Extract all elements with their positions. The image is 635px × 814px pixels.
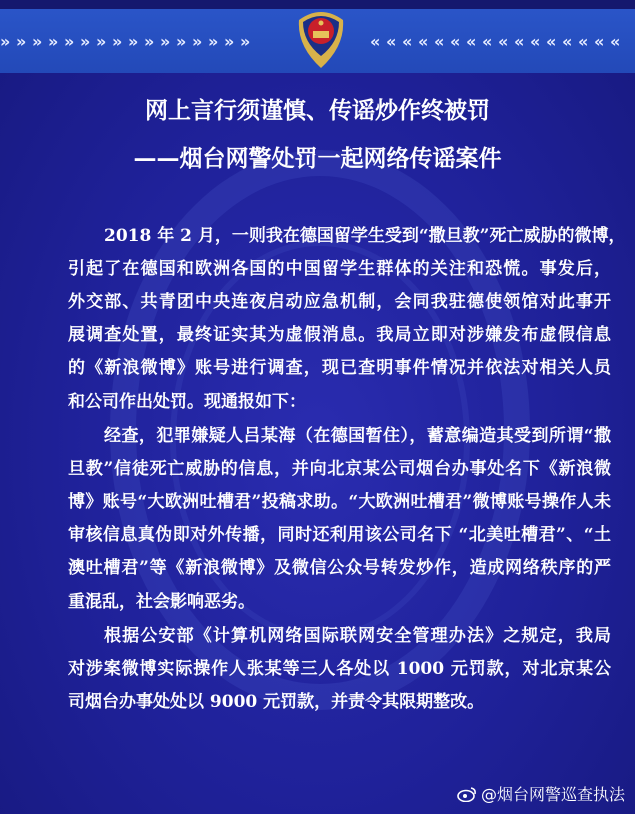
text-line: 澳吐槽君”等《新浪微博》及微信公众号转发炒作，造成网络秩序的严 [68,558,611,578]
weibo-watermark [457,782,625,805]
text-line: 展调查处置，最终证实其为虚假消息。我局立即对涉嫌发布虚假信息 [68,325,611,345]
weibo-icon [457,786,477,802]
text-line: 对涉案微博实际操作人张某等三人各处以 1000 元罚款，对北京某公 [68,659,611,679]
text-line: 和公司作出处罚。现通报如下： [68,392,306,412]
text-line: 司烟台办事处处以 9000 元罚款，并责令其限期整改。 [68,692,485,712]
text-line: 审核信息真伪即对外传播，同时还利用该公司名下 “北美吐槽君”、“土 [68,525,611,545]
text-line: 引起了在德国和欧洲各国的中国留学生群体的关注和恐慌。事发后， [68,259,611,279]
text-line: 经查，犯罪嫌疑人吕某海（在德国暂住），蓄意编造其受到所谓“撒 [104,426,611,446]
text-line: 2018 年 2 月，一则我在德国留学生受到“撒旦教”死亡威胁的微博， [104,226,626,246]
text-line: 重混乱，社会影响恶劣。 [68,592,255,612]
text-line: 外交部、共青团中央连夜启动应急机制，会同我驻德使领馆对此事开 [68,292,611,312]
page-subtitle: ——烟台网警处罚一起网络传谣案件 [133,145,502,172]
right-chevrons-icon: « « « « « « « « « « « « « « « « [370,32,621,51]
text-line: 的《新浪微博》账号进行调查，现已查明事件情况并依法对相关人员 [68,358,611,378]
text-line: 博》账号“大欧洲吐槽君”投稿求助。“大欧洲吐槽君”微博账号操作人未 [68,492,611,512]
police-emblem-icon [293,6,349,70]
text-line: 旦教”信徒死亡威胁的信息，并向北京某公司烟台办事处名下《新浪微 [68,459,611,479]
page-title: 网上言行须谨慎、传谣炒作终被罚 [145,97,490,124]
left-chevrons-icon: » » » » » » » » » » » » » » » » [0,32,251,51]
watermark-text: @烟台网警巡查执法 [480,785,625,804]
text-line: 根据公安部《计算机网络国际联网安全管理办法》之规定，我局 [104,626,611,646]
